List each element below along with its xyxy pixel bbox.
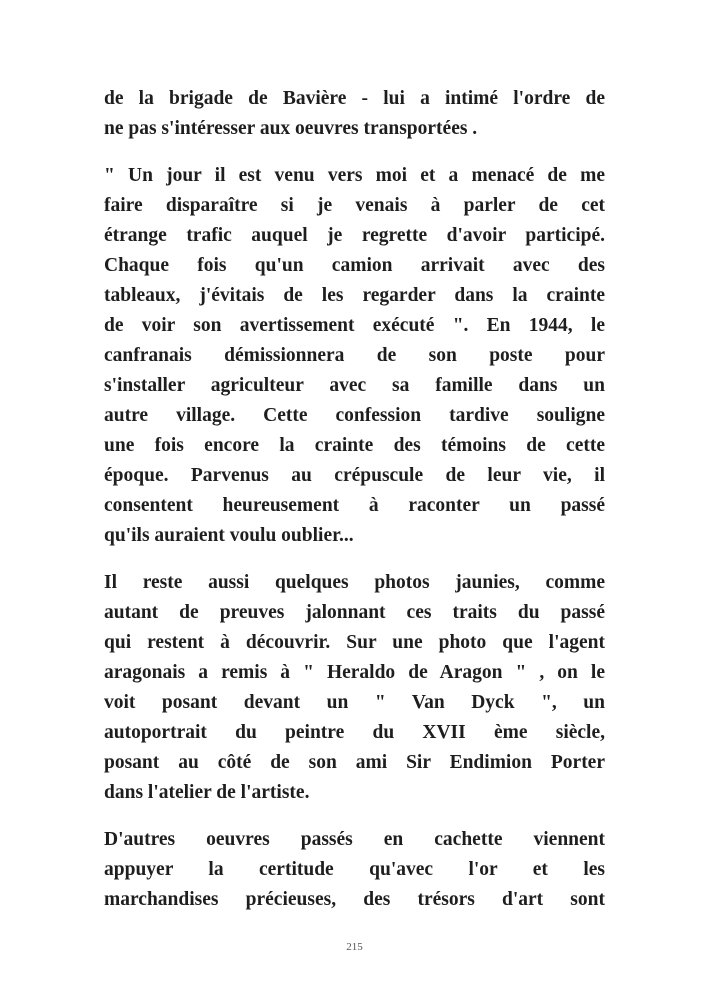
text-line: autoportrait du peintre du XVII ème siècle, xyxy=(104,722,605,743)
text-line: dans l'atelier de l'artiste. xyxy=(104,782,310,803)
text-line: Chaque fois qu'un camion arrivait avec des xyxy=(104,255,605,276)
text-line: faire disparaître si je venais à parler de cet xyxy=(104,195,605,216)
page-number: 215 xyxy=(346,941,363,953)
text-line: aragonais a remis à " Heraldo de Aragon " , on le xyxy=(104,662,605,683)
paragraph-3 xyxy=(104,568,605,808)
text-line: s'installer agriculteur avec sa famille dans un xyxy=(104,375,605,396)
text-line: de voir son avertissement exécuté ". En 1944, le xyxy=(104,315,605,336)
text-line: autre village. Cette confession tardive souligne xyxy=(104,405,605,426)
text-line: ne pas s'intéresser aux oeuvres transportées . xyxy=(104,118,478,139)
text-line: qu'ils auraient voulu oublier... xyxy=(104,525,354,546)
text-line: étrange trafic auquel je regrette d'avoir participé. xyxy=(104,225,605,246)
text-line: tableaux, j'évitais de les regarder dans la crainte xyxy=(104,285,605,306)
text-line: autant de preuves jalonnant ces traits du passé xyxy=(104,602,605,623)
text-line: Il reste aussi quelques photos jaunies, comme xyxy=(104,572,605,593)
text-line: de la brigade de Bavière - lui a intimé l'ordre de xyxy=(104,88,605,109)
text-line: posant au côté de son ami Sir Endimion Porter xyxy=(104,752,605,773)
text-line: canfranais démissionnera de son poste pour xyxy=(104,345,605,366)
text-line: D'autres oeuvres passés en cachette viennent xyxy=(104,829,605,850)
text-line: une fois encore la crainte des témoins de cette xyxy=(104,435,605,456)
text-line: " Un jour il est venu vers moi et a menacé de me xyxy=(104,165,605,186)
text-line: qui restent à découvrir. Sur une photo que l'agent xyxy=(104,632,605,653)
text-line: marchandises précieuses, des trésors d'art sont xyxy=(104,889,605,910)
text-line: voit posant devant un " Van Dyck ", un xyxy=(104,692,605,713)
text-line: appuyer la certitude qu'avec l'or et les xyxy=(104,859,605,880)
paragraph-2 xyxy=(104,161,605,551)
paragraph-1 xyxy=(104,84,605,144)
body-text xyxy=(104,84,605,915)
text-line: consentent heureusement à raconter un passé xyxy=(104,495,605,516)
paragraph-4 xyxy=(104,825,605,915)
text-line: époque. Parvenus au crépuscule de leur vie, il xyxy=(104,465,605,486)
